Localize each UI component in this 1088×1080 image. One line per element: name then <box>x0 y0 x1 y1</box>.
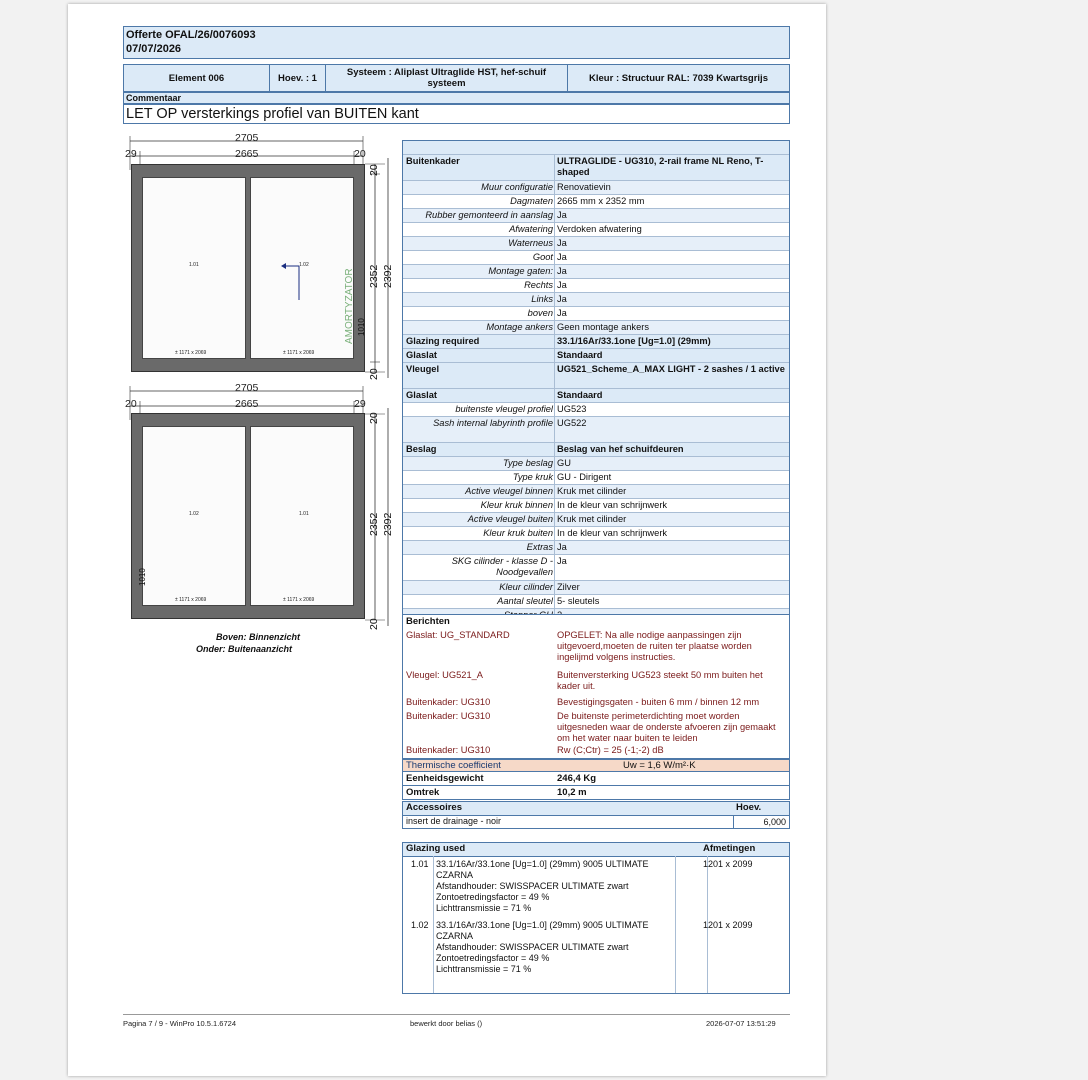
pane-right-top <box>250 177 354 359</box>
spec-label: Afwatering <box>509 224 553 234</box>
top-handle-height: 1010 <box>357 318 366 336</box>
message-source: Glaslat: UG_STANDARD <box>406 630 510 640</box>
bottom-right-offset: 29 <box>354 398 366 410</box>
spec-row-divider <box>554 321 555 334</box>
bottom-bottom-offset: 20 <box>368 618 380 630</box>
element-system: Systeem : Aliplast Ultraglide HST, hef-schuif systeem <box>326 65 568 91</box>
spec-value: Ja <box>557 308 567 318</box>
glazing-size: 1201 x 2099 <box>703 859 753 869</box>
spec-row <box>403 251 789 265</box>
spec-value: Standaard <box>557 350 603 360</box>
glazing-spacer: Afstandhouder: SWISSPACER ULTIMATE zwart <box>436 881 629 891</box>
weight-label: Eenheidsgewicht <box>406 773 484 784</box>
spec-row <box>403 195 789 209</box>
spec-label: Glaslat <box>406 350 438 360</box>
footer-page: Pagina 7 / 9 - WinPro 10.5.1.6724 <box>123 1019 236 1028</box>
spec-label: Sash internal labyrinth profile <box>433 418 553 428</box>
glazing-solar-factor: Zontoetredingsfactor = 49 % <box>436 953 550 963</box>
spec-value: GU <box>557 458 571 468</box>
spec-label: Extras <box>526 542 553 552</box>
top-inner-height: 2352 <box>368 264 380 288</box>
accessories-title: Accessoires <box>406 802 462 813</box>
spec-row <box>403 349 789 363</box>
spec-row <box>403 527 789 541</box>
glazing-divider-1 <box>433 856 434 993</box>
spec-row <box>403 209 789 223</box>
pane-size: ± 1171 x 2069 <box>175 350 207 356</box>
glazing-spec: 33.1/16Ar/33.1one [Ug=1.0] (29mm) 9005 ULTIMATE <box>436 920 649 930</box>
spec-row-divider <box>554 403 555 416</box>
footer-timestamp: 2026-07-07 13:51:29 <box>706 1019 776 1028</box>
spec-row-divider <box>554 555 555 580</box>
spec-value: Geen montage ankers <box>557 322 649 332</box>
spec-value: Verdoken afwatering <box>557 224 642 234</box>
accessories-divider <box>733 815 734 828</box>
spec-row <box>403 279 789 293</box>
window-frame-bottom <box>131 413 365 619</box>
spec-row <box>403 237 789 251</box>
spec-row-divider <box>554 195 555 208</box>
spec-row-divider <box>554 251 555 264</box>
spec-value: Ja <box>557 542 567 552</box>
spec-value: Ja <box>557 266 567 276</box>
spec-value: Ja <box>557 280 567 290</box>
comment-label: Commentaar <box>126 93 182 103</box>
spec-label: buitenste vleugel profiel <box>455 404 553 414</box>
thermal-label: Thermische coefficient <box>406 760 501 771</box>
pane-label: 1.02 <box>299 262 309 268</box>
thermal-value: Uw = 1,6 W/m²·K <box>623 760 696 771</box>
spec-value: Zilver <box>557 582 580 592</box>
spec-value: Renovatievin <box>557 182 611 192</box>
spec-row <box>403 513 789 527</box>
thermal-row <box>402 759 790 772</box>
spec-label: Active vleugel binnen <box>465 486 553 496</box>
message-text: Rw (C;Ctr) = 25 (-1;-2) dB <box>557 745 664 755</box>
spec-label: Montage gaten: <box>488 266 553 276</box>
spec-table-header <box>403 141 789 155</box>
spec-row <box>403 595 789 609</box>
comment-label-bar <box>123 92 790 104</box>
bottom-top-offset: 20 <box>368 412 380 424</box>
pane-size: ± 1171 x 2069 <box>283 597 315 603</box>
spec-row <box>403 155 789 181</box>
footer-rule <box>123 1014 790 1015</box>
drawing-caption-top: Boven: Binnenzicht <box>216 632 301 642</box>
spec-row <box>403 181 789 195</box>
message-source: Buitenkader: UG310 <box>406 697 491 707</box>
spec-label: Vleugel <box>406 364 440 374</box>
document-page <box>68 4 826 1076</box>
spec-row <box>403 555 789 581</box>
bottom-overall-width: 2705 <box>235 382 259 394</box>
message-text: Buitenversterking UG523 steekt 50 mm buiten het kader uit. <box>557 670 763 691</box>
spec-table <box>402 140 790 615</box>
spec-value: Kruk met cilinder <box>557 514 627 524</box>
spec-row <box>403 403 789 417</box>
perimeter-label: Omtrek <box>406 787 440 798</box>
element-id: Element 006 <box>124 65 270 91</box>
spec-label: Waterneus <box>508 238 553 248</box>
spec-row <box>403 335 789 349</box>
bottom-outer-height: 2392 <box>382 512 394 536</box>
spec-row-divider <box>554 265 555 278</box>
spec-label: SKG cilinder - klasse D - Noodgevallen <box>451 556 553 577</box>
spec-label: Montage ankers <box>486 322 553 332</box>
glazing-id: 1.02 <box>411 920 429 930</box>
glazing-spec: 33.1/16Ar/33.1one [Ug=1.0] (29mm) 9005 ULTIMATE <box>436 859 649 869</box>
spec-row-divider <box>554 293 555 306</box>
spec-label: Active vleugel buiten <box>467 514 553 524</box>
accessory-name: insert de drainage - noir <box>406 816 502 826</box>
message-text: Bevestigingsgaten - buiten 6 mm / binnen 12 mm <box>557 697 760 707</box>
spec-value: Standaard <box>557 390 603 400</box>
message-source: Buitenkader: UG310 <box>406 745 491 755</box>
spec-value: UG523 <box>557 404 587 414</box>
spec-value: Kruk met cilinder <box>557 486 627 496</box>
spec-value: Ja <box>557 238 567 248</box>
spec-label: Glaslat <box>406 390 438 400</box>
pane-label: 1.01 <box>299 511 309 517</box>
spec-value: Ja <box>557 210 567 220</box>
spec-value: In de kleur van schrijnwerk <box>557 528 668 538</box>
bottom-handle-height: 1010 <box>138 568 147 586</box>
glazing-light-transmission: Lichttransmissie = 71 % <box>436 903 532 913</box>
spec-label: Dagmaten <box>510 196 553 206</box>
spec-row-divider <box>554 541 555 554</box>
spec-value: In de kleur van schrijnwerk <box>557 500 668 510</box>
drawing-caption-bottom: Onder: Buitenaanzicht <box>196 644 293 654</box>
perimeter-value: 10,2 m <box>557 787 587 798</box>
spec-row <box>403 223 789 237</box>
pane-size: ± 1171 x 2069 <box>175 597 207 603</box>
top-inner-width: 2665 <box>235 148 259 160</box>
bottom-inner-width: 2665 <box>235 398 259 410</box>
message-source: Buitenkader: UG310 <box>406 711 491 721</box>
top-right-offset: 20 <box>354 148 366 160</box>
spec-label: Rubber gemonteerd in aanslag <box>425 210 553 220</box>
offer-number: Offerte OFAL/26/0076093 <box>126 29 256 41</box>
pane-right-bottom <box>250 426 354 606</box>
spec-value: GU - Dirigent <box>557 472 612 482</box>
glazing-divider-2 <box>675 856 676 993</box>
spec-row <box>403 457 789 471</box>
spec-row <box>403 293 789 307</box>
message-text: De buitenste perimeterdichting moet worden uitgesneden waar de onderste afvoeren zijn gemaakt om het water naar buiten te leiden <box>557 711 776 743</box>
weight-value: 246,4 Kg <box>557 773 597 784</box>
accessory-qty: 6,000 <box>763 817 786 827</box>
spec-row-divider <box>554 223 555 236</box>
spec-row-divider <box>554 595 555 608</box>
spec-row <box>403 363 789 389</box>
spec-row <box>403 389 789 403</box>
spec-value: UG522 <box>557 418 587 428</box>
spec-value: 2665 mm x 2352 mm <box>557 196 645 206</box>
accessories-qty-header: Hoev. <box>736 802 762 813</box>
spec-value: Ja <box>557 252 567 262</box>
spec-row-divider <box>554 209 555 222</box>
spec-label: Beslag <box>406 444 437 454</box>
messages-title: Berichten <box>406 616 450 627</box>
spec-row-divider <box>554 279 555 292</box>
message-text: OPGELET: Na alle nodige aanpassingen zijn uitgevoerd,moeten de ruiten ter plaatse worden ingelijmd volgens instructies. <box>557 630 752 662</box>
element-header <box>123 64 790 92</box>
spec-row <box>403 307 789 321</box>
spec-row-divider <box>554 485 555 498</box>
glazing-title: Glazing used <box>406 843 466 854</box>
pane-size: ± 1171 x 2069 <box>283 350 315 356</box>
spec-label: Goot <box>532 252 553 262</box>
element-color: Kleur : Structuur RAL: 7039 Kwartsgrijs <box>589 72 768 84</box>
spec-row-divider <box>554 513 555 526</box>
accessories-header <box>403 802 789 816</box>
top-bottom-offset: 20 <box>368 368 380 380</box>
spec-row-divider <box>554 307 555 320</box>
glazing-size: 1201 x 2099 <box>703 920 753 930</box>
bottom-left-offset: 20 <box>125 398 137 410</box>
element-quantity: Hoev. : 1 <box>270 65 326 91</box>
spec-row <box>403 541 789 555</box>
spec-row <box>403 485 789 499</box>
spec-row-divider <box>554 499 555 512</box>
spec-label: Kleur cilinder <box>499 582 553 592</box>
spec-label: Rechts <box>524 280 553 290</box>
glazing-spec: CZARNA <box>436 931 474 941</box>
spec-value: 33.1/16Ar/33.1one [Ug=1.0] (29mm) <box>557 336 711 346</box>
spec-value: ULTRAGLIDE - UG310, 2-rail frame NL Reno, T-shaped <box>557 156 764 177</box>
glazing-id: 1.01 <box>411 859 429 869</box>
glazing-size-header: Afmetingen <box>703 843 756 854</box>
spec-row <box>403 265 789 279</box>
offer-date: 07/07/2026 <box>126 43 182 55</box>
glazing-solar-factor: Zontoetredingsfactor = 49 % <box>436 892 550 902</box>
window-frame-top <box>131 164 365 372</box>
offer-header <box>123 26 790 59</box>
glazing-spacer: Afstandhouder: SWISSPACER ULTIMATE zwart <box>436 942 629 952</box>
spec-row <box>403 443 789 457</box>
spec-label: Buitenkader <box>406 156 460 166</box>
spec-label: Muur configuratie <box>481 182 553 192</box>
spec-row-divider <box>554 237 555 250</box>
top-watermark: AMORTYZATOR <box>344 268 355 344</box>
spec-label: Type beslag <box>503 458 553 468</box>
spec-row <box>403 581 789 595</box>
spec-row <box>403 499 789 513</box>
pane-left-bottom <box>142 426 246 606</box>
footer-edited: bewerkt door belias () <box>410 1019 483 1028</box>
top-outer-height: 2392 <box>382 264 394 288</box>
top-overall-width: 2705 <box>235 132 259 144</box>
spec-label: Kleur kruk binnen <box>480 500 553 510</box>
sliding-arrow-icon <box>279 256 309 306</box>
messages-panel <box>402 614 790 759</box>
pane-left-top <box>142 177 246 359</box>
glazing-table <box>402 842 790 994</box>
spec-row-divider <box>554 581 555 594</box>
spec-label: Links <box>531 294 553 304</box>
weight-row <box>402 772 790 786</box>
spec-value: Ja <box>557 556 567 566</box>
bottom-inner-height: 2352 <box>368 512 380 536</box>
accessories-table <box>402 801 790 829</box>
spec-label: boven <box>527 308 553 318</box>
glazing-spec: CZARNA <box>436 870 474 880</box>
spec-label: Type kruk <box>512 472 553 482</box>
spec-row-divider <box>554 527 555 540</box>
spec-row-divider <box>554 181 555 194</box>
spec-row <box>403 417 789 443</box>
spec-label: Kleur kruk buiten <box>483 528 553 538</box>
spec-row <box>403 321 789 335</box>
spec-row-divider <box>554 457 555 470</box>
spec-value: Beslag van hef schuifdeuren <box>557 444 684 454</box>
spec-label: Glazing required <box>406 336 480 346</box>
perimeter-row <box>402 786 790 800</box>
spec-row <box>403 471 789 485</box>
top-left-offset: 29 <box>125 148 137 160</box>
comment-text: LET OP versterkings profiel van BUITEN kant <box>126 106 419 122</box>
message-source: Vleugel: UG521_A <box>406 670 484 680</box>
pane-label: 1.01 <box>189 262 199 268</box>
spec-label: Aantal sleutel <box>497 596 553 606</box>
spec-value: 5- sleutels <box>557 596 600 606</box>
spec-row-divider <box>554 417 555 442</box>
spec-value: UG521_Scheme_A_MAX LIGHT - 2 sashes / 1 active <box>557 364 785 374</box>
spec-row-divider <box>554 471 555 484</box>
glazing-light-transmission: Lichttransmissie = 71 % <box>436 964 532 974</box>
top-top-offset: 20 <box>368 164 380 176</box>
spec-value: Ja <box>557 294 567 304</box>
comment-box <box>123 104 790 124</box>
pane-label: 1.02 <box>189 511 199 517</box>
glazing-header <box>403 843 789 857</box>
